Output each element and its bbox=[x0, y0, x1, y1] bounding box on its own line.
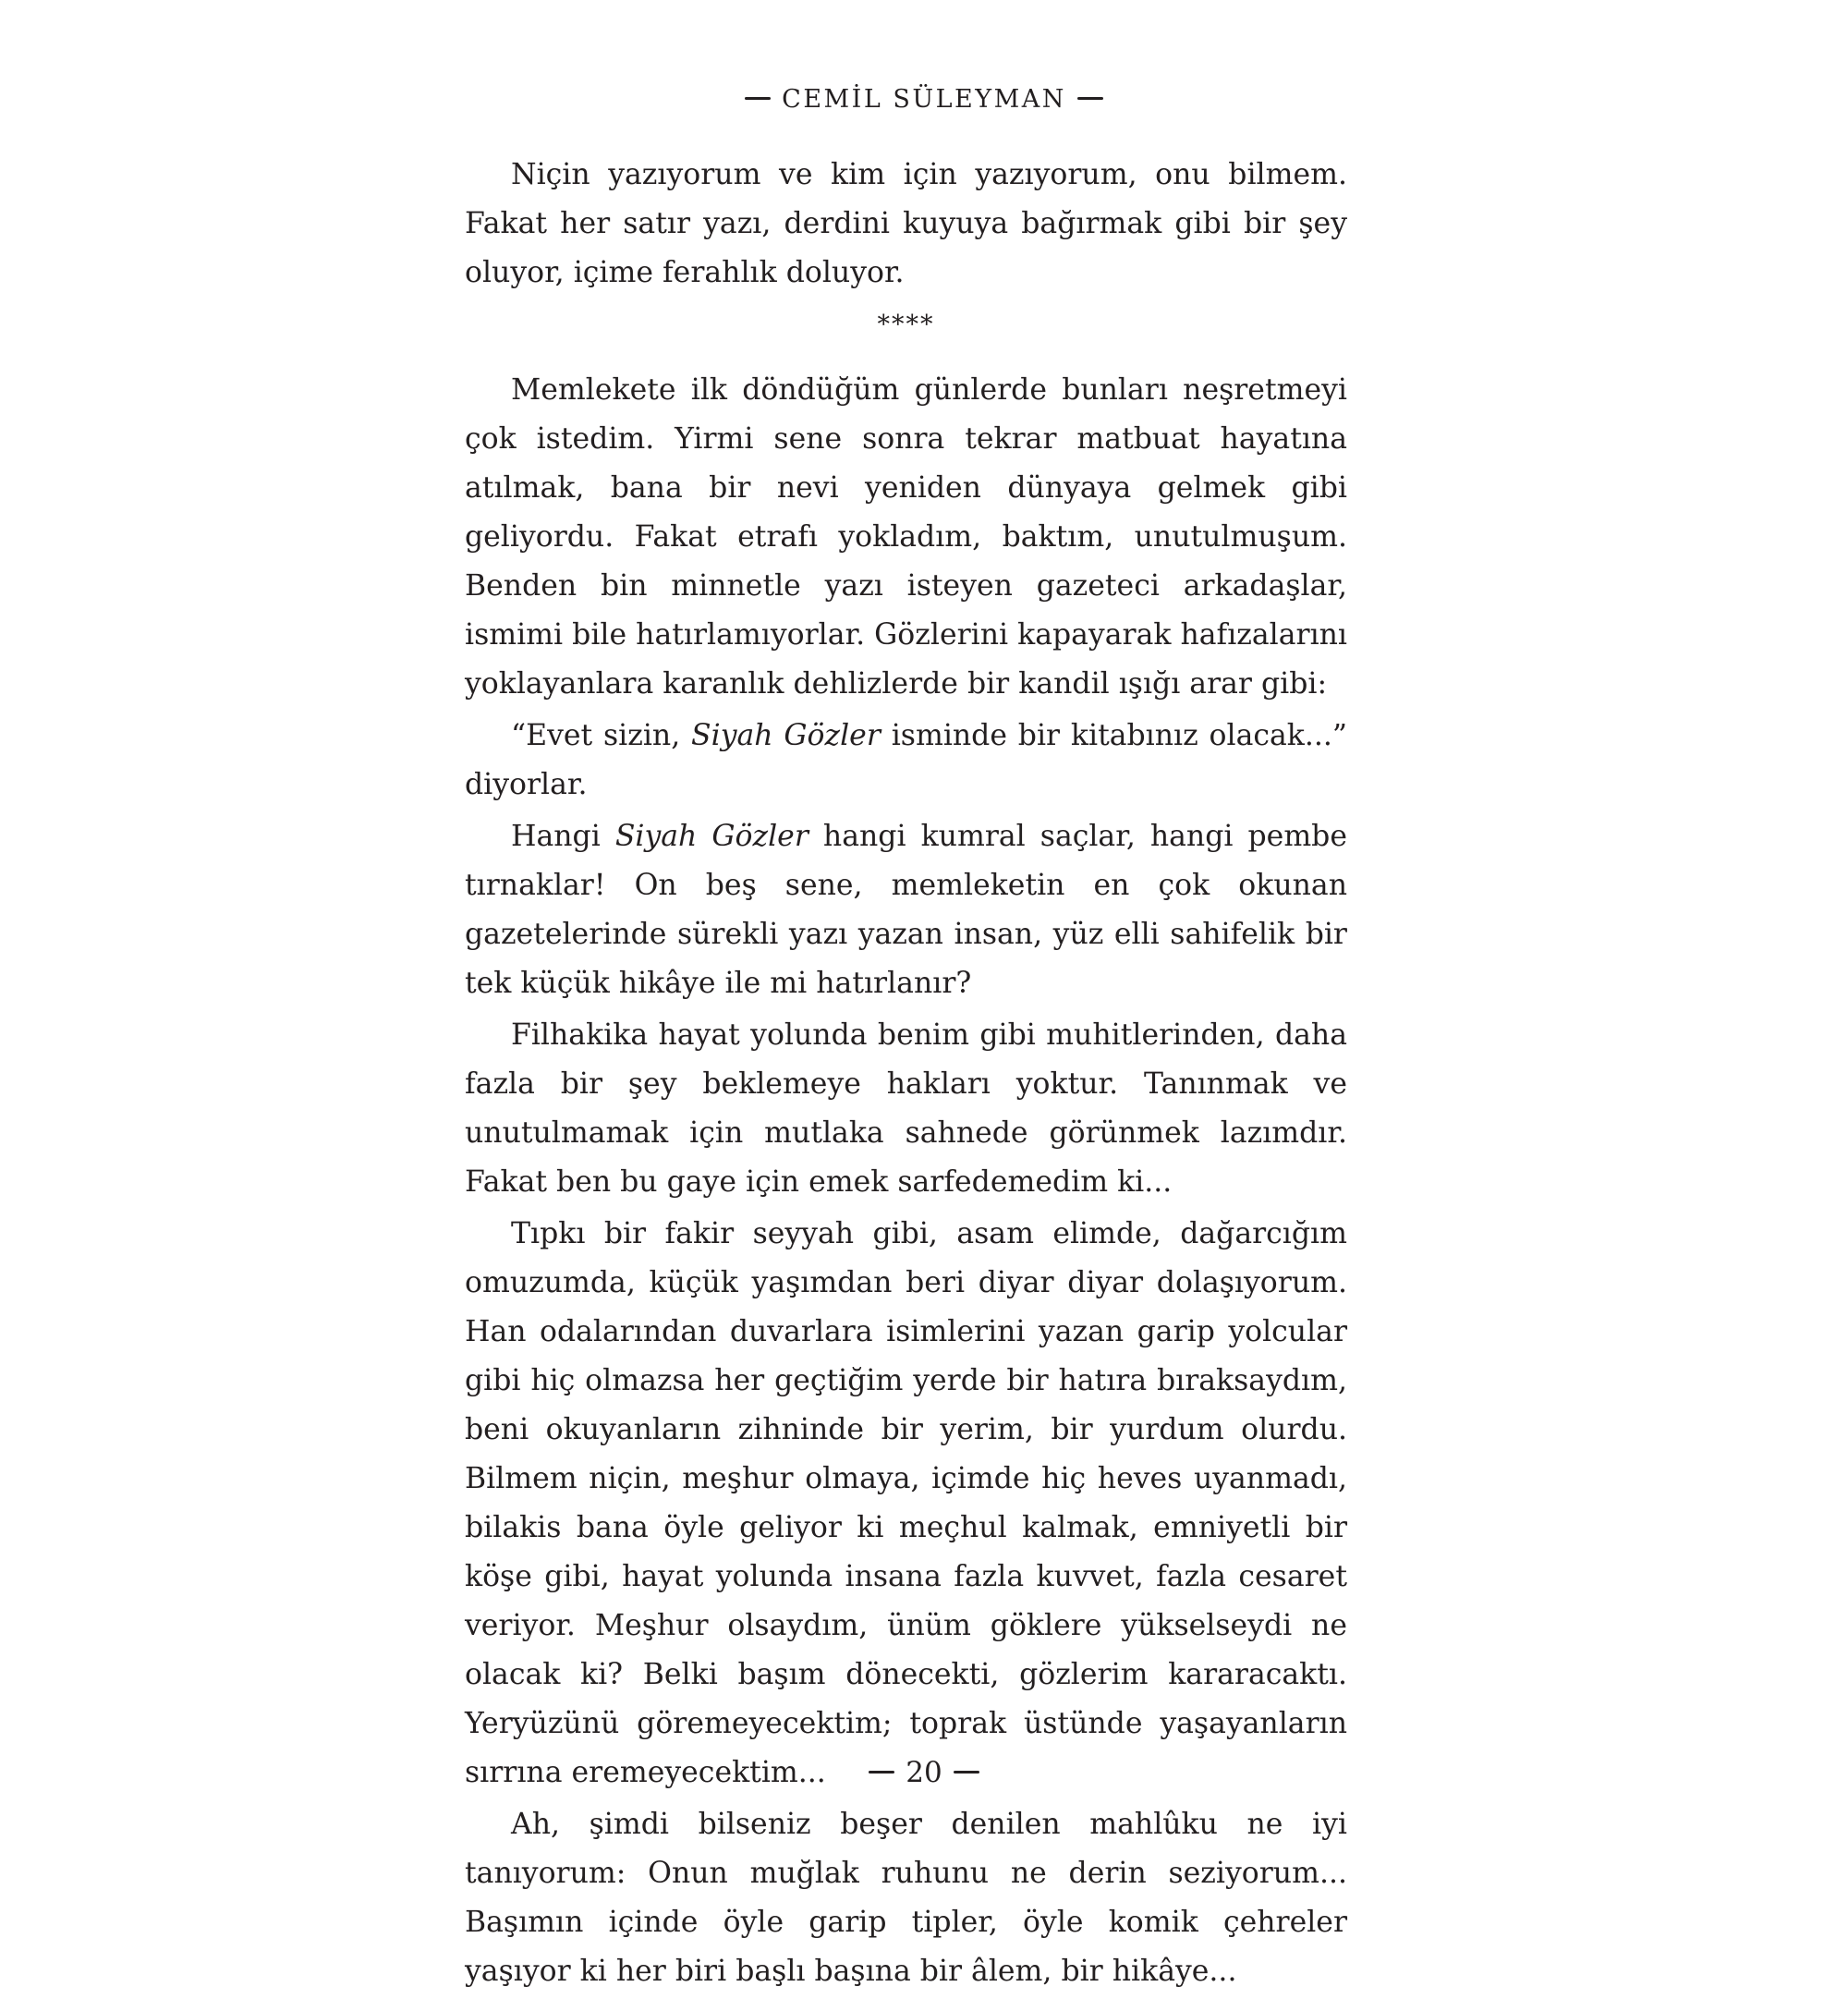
body-text bbox=[465, 151, 1347, 1999]
book-title: Siyah Gözler bbox=[691, 719, 881, 752]
page-number-text: 20 bbox=[906, 1756, 942, 1789]
quote-paragraph bbox=[465, 712, 1347, 810]
dash-ornament bbox=[954, 1771, 979, 1774]
paragraph: Tıpkı bir fakir seyyah gibi, asam elimde, dağarcığım omuzumda, küçük yaşımdan beri diyar diyar dolaşıyorum. Han odalarından duvarlara isimlerini yazan garip yolcular gibi hiç olmazsa her geçtiğim yerde bir hatıra bıraksaydım, beni okuyanların zihninde bir yerim, bir yurdum olurdu. Bilmem niçin, meşhur olmaya, içimde hiç heves uyanmadı, bilakis bana öyle geliyor ki meçhul kalmak, emniyetli bir köşe gibi, hayat yolunda insana fazla kuvvet, fazla cesaret veriyor. Meşhur olsaydım, ünüm göklere yükselseydi ne olacak ki? Belki başım dönecekti, gözlerim kararacaktı. Yeryüzünü göremeyecektim; toprak üstünde yaşayanların sırrına eremeyecektim... bbox=[465, 1217, 1347, 1789]
book-title: Siyah Gözler bbox=[614, 820, 808, 853]
quote-text: “Evet sizin, bbox=[511, 719, 692, 752]
paragraph: Ah, şimdi bilseniz beşer denilen mahlûku ne iyi tanıyorum: Onun muğlak ruhunu ne derin seziyorum... Başımın içinde öyle garip tipler, öyle komik çehreler yaşıyor ki her biri başlı başına bir âlem, bir hikâye... bbox=[465, 1808, 1347, 1988]
page-number bbox=[0, 1752, 1848, 1793]
dash-ornament bbox=[1077, 97, 1103, 100]
running-head bbox=[0, 81, 1848, 118]
section-separator: **** bbox=[877, 311, 935, 339]
paragraph bbox=[465, 812, 1347, 1008]
dash-ornament bbox=[869, 1771, 894, 1774]
running-head-text: CEMİL SÜLEYMAN bbox=[782, 85, 1066, 114]
paragraph-text: hangi kumral saçlar, hangi pembe tırnaklar! On beş sene, memleketin en çok okunan gazetelerinde sürekli yazı yazan insan, yüz elli sahifelik bir tek küçük hikâye ile mi hatırlanır? bbox=[465, 820, 1347, 1000]
paragraph: Memlekete ilk döndüğüm günlerde bunları neşretmeyi çok istedim. Yirmi sene sonra tekrar matbuat hayatına atılmak, bana bir nevi yeniden dünyaya gelmek gibi geliyordu. Fakat etrafı yokladım, baktım, unutulmuşum. Benden bin minnetle yazı isteyen gazeteci arkadaşlar, ismimi bile hatırlamıyorlar. Gözlerini kapayarak hafızalarını yoklayanlara karanlık dehlizlerde bir kandil ışığı arar gibi: bbox=[465, 373, 1347, 701]
paragraph: Filhakika hayat yolunda benim gibi muhitlerinden, daha fazla bir şey beklemeye hakları yoktur. Tanınmak ve unutulmamak için mutlaka sahnede görünmek lazımdır. Fakat ben bu gaye için emek sarfedemedim ki... bbox=[465, 1018, 1347, 1199]
dash-ornament bbox=[745, 97, 771, 100]
paragraph-text: Hangi bbox=[511, 820, 615, 853]
paragraph: Niçin yazıyorum ve kim için yazıyorum, onu bilmem. Fakat her satır yazı, derdini kuyuya bağırmak gibi bir şey oluyor, içime ferahlık doluyor. bbox=[465, 158, 1347, 289]
quote-text: isminde bir kitabınız olacak...” diyorlar. bbox=[465, 719, 1347, 801]
